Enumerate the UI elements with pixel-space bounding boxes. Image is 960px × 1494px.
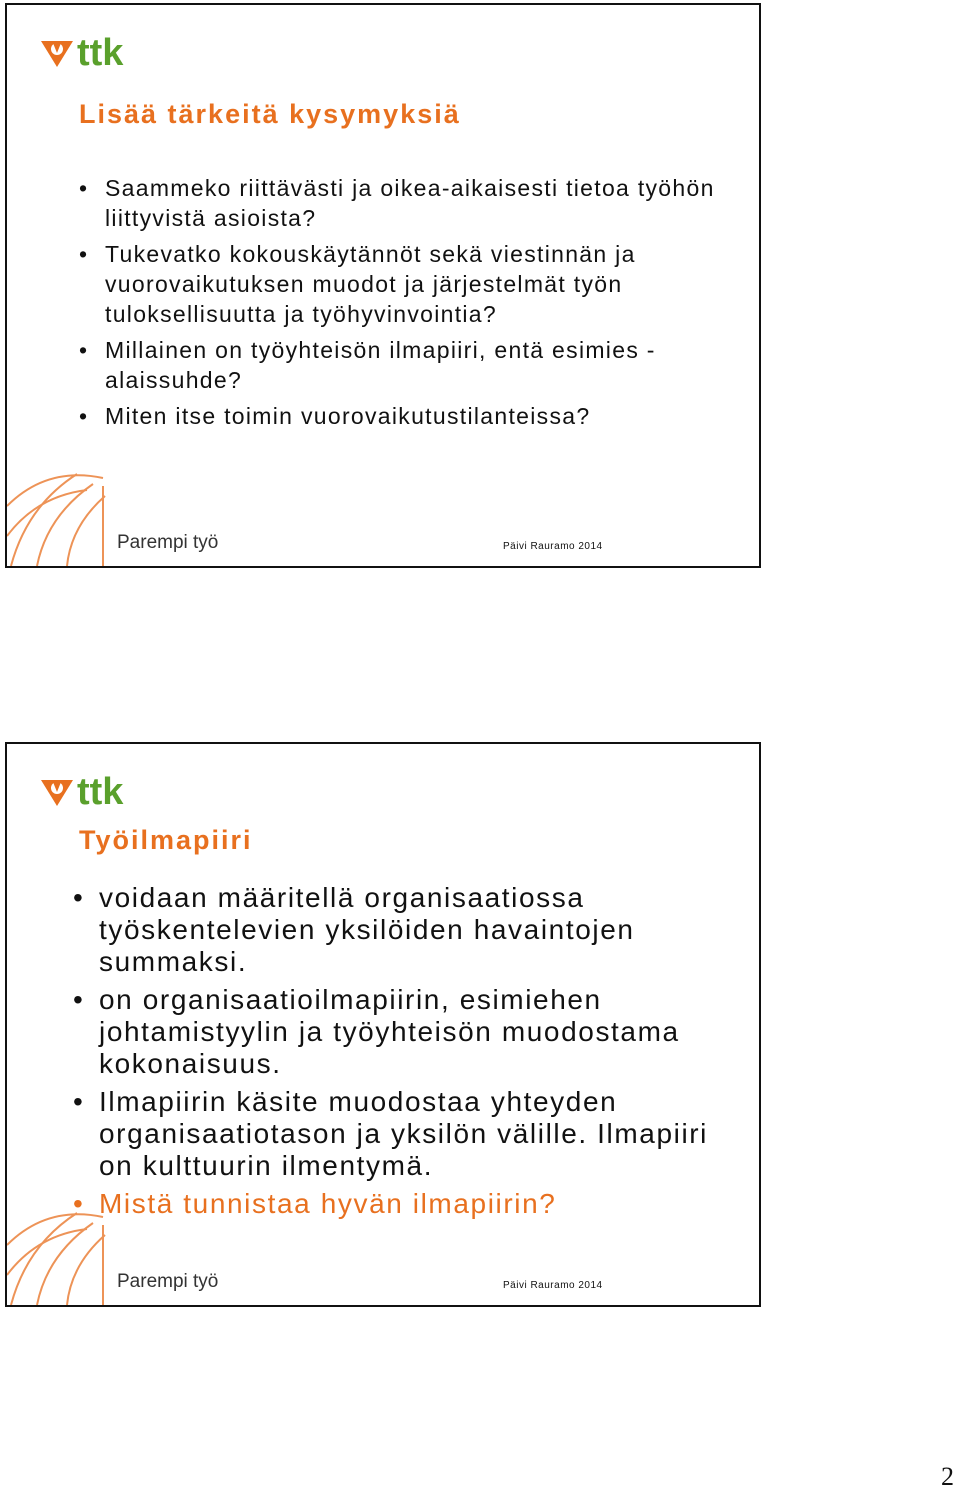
slide-title: Lisää tärkeitä kysymyksiä xyxy=(79,99,461,129)
list-item: • Miten itse toimin vuorovaikutustilanteissa? xyxy=(75,401,735,431)
list-item: • Saammeko riittävästi ja oikea-aikaisesti tietoa työhön liittyvistä asioista? xyxy=(75,173,735,233)
ttk-emblem-icon xyxy=(41,41,73,67)
ttk-emblem-icon xyxy=(41,780,73,806)
decorative-arcs-icon xyxy=(7,466,117,566)
list-item: • on organisaatioilmapiirin, esimiehen johtamistyylin ja työyhteisön muodostama kokonaisuus. xyxy=(69,984,749,1080)
list-item: • Millainen on työyhteisön ilmapiiri, entä esimies - alaissuhde? xyxy=(75,335,735,395)
list-item: • Ilmapiirin käsite muodostaa yhteyden organisaatiotason ja yksilön välille. Ilmapiiri on kulttuurin ilmentymä. xyxy=(69,1086,749,1182)
slide-2 xyxy=(5,742,761,1307)
author-credit: Päivi Rauramo 2014 xyxy=(503,541,603,552)
bullet-list xyxy=(69,882,749,1226)
brand-text: Parempi työ xyxy=(117,1271,219,1292)
bullet-list xyxy=(75,173,735,437)
page-number: 2 xyxy=(941,1462,954,1491)
slide-title: Työilmapiiri xyxy=(79,825,253,855)
author-credit: Päivi Rauramo 2014 xyxy=(503,1280,603,1291)
decorative-arcs-icon xyxy=(7,1205,117,1305)
list-item: • Tukevatko kokouskäytännöt sekä viestinnän ja vuorovaikutuksen muodot ja järjestelmät työn tuloksellisuutta ja työhyvinvointia? xyxy=(75,239,735,329)
list-item-highlight: • Mistä tunnistaa hyvän ilmapiirin? xyxy=(69,1188,749,1220)
logo-text: ttk xyxy=(77,32,124,73)
ttk-logo xyxy=(39,31,143,73)
ttk-logo xyxy=(39,770,143,812)
brand-text: Parempi työ xyxy=(117,532,219,553)
slide-1 xyxy=(5,3,761,568)
list-item: • voidaan määritellä organisaatiossa työskentelevien yksilöiden havaintojen summaksi. xyxy=(69,882,749,978)
logo-text: ttk xyxy=(77,771,124,812)
